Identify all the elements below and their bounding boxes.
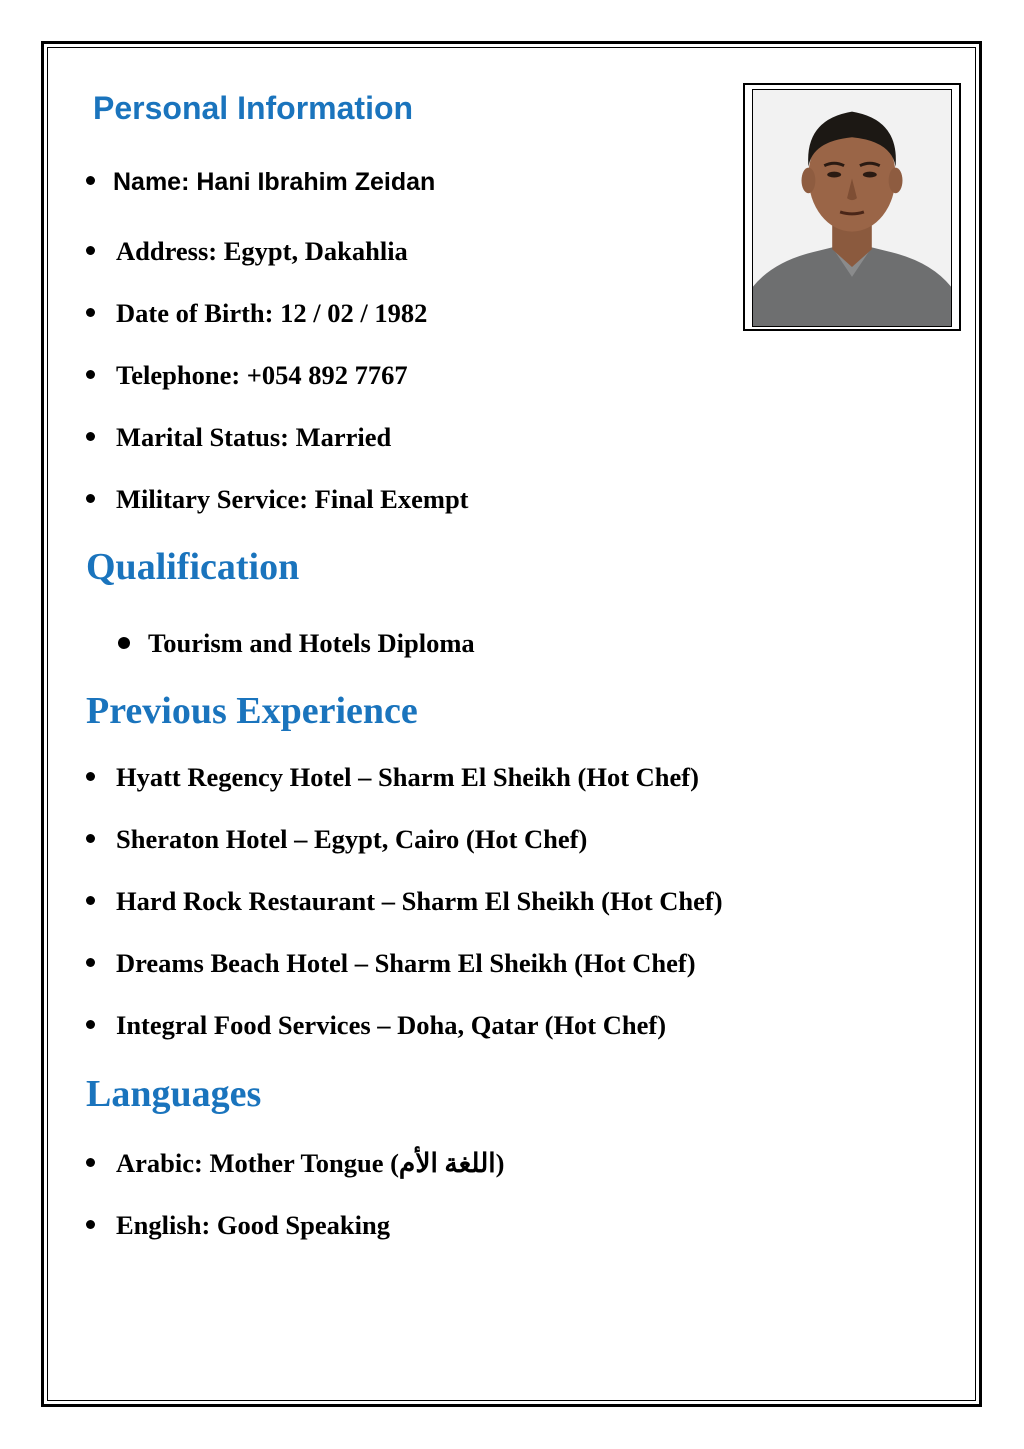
qualification-heading: Qualification [86,546,300,588]
language-item [86,1212,390,1239]
bullet-icon [118,637,130,649]
marital-text: Marital Status: Married [116,422,392,452]
experience-text: Sheraton Hotel – Egypt, Cairo (Hot Chef) [116,824,588,854]
military-item [86,486,469,513]
portrait-photo [752,89,952,327]
experience-item [86,888,723,915]
qualification-text: Tourism and Hotels Diploma [148,628,475,658]
bullet-icon [86,246,95,255]
experience-item [86,1012,666,1039]
bullet-icon [86,1220,95,1229]
personal-information-heading: Personal Information [93,90,414,126]
experience-text: Dreams Beach Hotel – Sharm El Sheikh (Hot Chef) [116,948,696,978]
bullet-icon [86,308,95,317]
marital-item [86,424,391,451]
bullet-icon [86,772,95,781]
bullet-icon [86,494,95,503]
name-item [86,170,435,195]
language-item [86,1150,504,1177]
military-text: Military Service: Final Exempt [116,484,469,514]
language-text: Arabic: Mother Tongue (اللغة الأم) [116,1148,505,1178]
telephone-text: Telephone: +054 892 7767 [116,360,408,390]
bullet-icon [86,176,95,185]
bullet-icon [86,370,95,379]
bullet-icon [86,896,95,905]
bullet-icon [86,1158,95,1167]
languages-heading: Languages [86,1073,262,1115]
address-text: Address: Egypt, Dakahlia [116,236,408,266]
portrait-photo-frame [743,83,961,331]
bullet-icon [86,834,95,843]
qualification-item [118,630,475,657]
address-item [86,238,408,265]
dob-item [86,300,427,327]
experience-text: Hard Rock Restaurant – Sharm El Sheikh (Hot Chef) [116,886,723,916]
bullet-icon [86,432,95,441]
portrait-photo-icon [753,90,951,326]
language-text: English: Good Speaking [116,1210,390,1240]
experience-item [86,764,699,791]
experience-item [86,826,587,853]
experience-text: Integral Food Services – Doha, Qatar (Hot Chef) [116,1010,667,1040]
previous-experience-heading: Previous Experience [86,690,418,732]
experience-text: Hyatt Regency Hotel – Sharm El Sheikh (Hot Chef) [116,762,699,792]
bullet-icon [86,958,95,967]
bullet-icon [86,1020,95,1029]
dob-text: Date of Birth: 12 / 02 / 1982 [116,298,428,328]
telephone-item [86,362,408,389]
experience-item [86,950,696,977]
name-text: Name: Hani Ibrahim Zeidan [113,168,436,196]
